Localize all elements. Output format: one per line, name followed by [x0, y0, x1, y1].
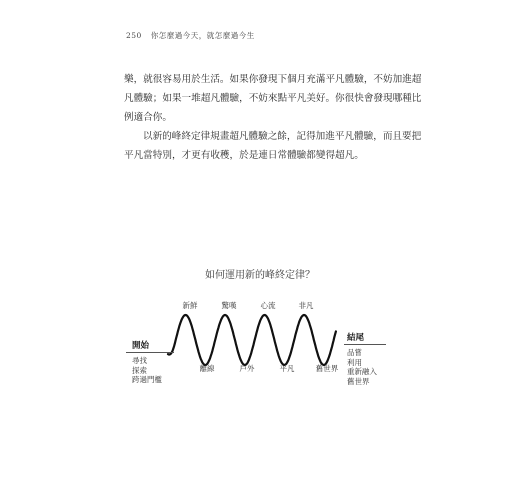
end-item: 品嘗	[347, 348, 362, 357]
end-item: 利用	[347, 357, 362, 367]
trough-label-1: 離線	[199, 364, 215, 373]
page-number: 250	[126, 31, 142, 40]
trough-label-2: 戶外	[239, 364, 255, 373]
end-item: 舊世界	[347, 376, 370, 386]
end-item: 重新融入	[347, 367, 377, 376]
start-item: 探索	[132, 365, 147, 375]
paragraph-1: 樂，就很容易用於生活。如果你發現下個月充滿平凡體驗，不妨加進超凡體驗；如果一堆超凡體驗，不妨來點平凡美好。你很快會發現哪種比例適合你。	[124, 74, 422, 123]
start-rule	[126, 352, 174, 353]
end-rule	[344, 344, 386, 345]
figure-title: 如何運用新的峰終定律？	[205, 270, 315, 281]
peak-label-1: 新鮮	[182, 301, 198, 310]
peak-label-2: 驚嘆	[221, 301, 237, 310]
end-list	[347, 348, 377, 386]
start-item: 尋找	[132, 356, 147, 365]
running-title: 你怎麼過今天，就怎麼過今生	[150, 31, 255, 40]
start-heading: 開始	[132, 341, 150, 351]
trough-label-3: 平凡	[279, 364, 295, 373]
peak-label-4: 非凡	[298, 301, 314, 310]
paragraph-2: 以新的峰終定律規畫超凡體驗之餘，記得加進平凡體驗，而且要把平凡當特別，才更有收穫，於是連日常體驗都變得超凡。	[124, 131, 422, 161]
trough-label-4: 舊世界	[315, 364, 339, 373]
peak-label-3: 心流	[260, 301, 276, 310]
wave-curve	[168, 315, 336, 365]
start-list	[132, 356, 162, 385]
start-item: 跨過門檻	[132, 375, 162, 384]
end-heading: 結尾	[347, 333, 365, 343]
